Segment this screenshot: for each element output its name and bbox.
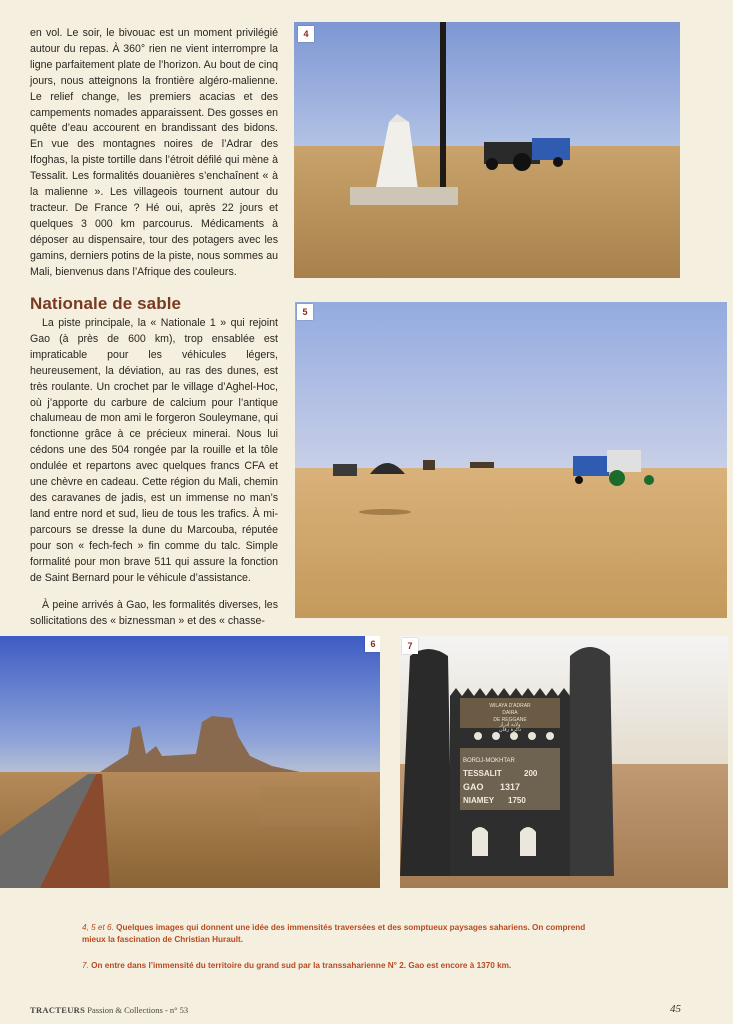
photo-4-border-post	[294, 22, 680, 278]
sign-row-2-distance: 200	[524, 769, 538, 778]
caption-numbers: 4, 5 et 6.	[82, 923, 114, 932]
article-paragraph: La piste principale, la « Nationale 1 » qui rejoint Gao (à près de 600 km), trop ensablée est impraticable pour les véhicules légers, heureusement, la déviation, au ras des dunes, est très roulante. Un crochet par le village d’Aghel-Hoc, où j’apporte du carbure de calcium pour l’antique chalumeau de mon ami le forgeron Souleymane, qui fonctionne grâce à ce précieux minerai. Nous lui cédons une des 504 rongée par la rouille et la tôle ondulée et repartons avec quelques francs CFA et une chèvre en cadeau. Cette région du Mali, chemin des caravanes de jadis, est un immense no man’s land entre nord et sud, lieu de tous les trafics. À mi-parcours se dresse la dune du Marcouba, réputée pour son « fech-fech » fin comme du talc. Simple formalité pour mon brave 511 qui assure la fonction de Saint Bernard pour le véhicule d’assistance.	[30, 317, 278, 584]
footer-publication	[30, 1005, 188, 1015]
section-heading: Nationale de sable	[30, 294, 182, 313]
caption-text: On entre dans l’immensité du territoire du grand sud par la transsaharienne N° 2. Gao est encore à 1370 km.	[91, 961, 512, 970]
sign-row-4-place: NIAMEY	[463, 796, 495, 805]
caption-photo-7	[82, 960, 602, 972]
sign-row-2-place: TESSALIT	[463, 769, 502, 778]
photo-4-image	[294, 22, 680, 278]
sign-row-3-place: GAO	[463, 782, 484, 792]
sign-line-2: DAIRA	[502, 710, 518, 716]
sign-arabic-2: دائرة رقان	[499, 727, 521, 733]
article-paragraph: en vol. Le soir, le bivouac est un moment privilégié autour du repas. À 360° rien ne vient interrompre la ligne parfaitement plate de l’horizon. Au bout de cinq jours, nous atteignons la frontière algéro-malienne. Le relief change, les premiers acacias et des campements nomades apparaissent. Des gosses en quête d’eau accourent en brandissant des bidons. En vue des montagnes noires de l’Adrar des Ifoghas, la piste tortille dans l’étroit défilé qui mène à Tessalit. Les formalités douanières s’enchaînent « à la malienne ». Les villageois tournent autour du tracteur. De France ? Hé oui, après 22 jours et quelques 3 000 km parcourus. Médicaments à déposer au dispensaire, tour des potagers avec les gamins, derniers potins de la piste, nous sommes au Mali, bienvenus dans l’Afrique des couleurs.	[30, 27, 278, 278]
caption-text: Quelques images qui donnent une idée des immensités traversées et des somptueux paysages sahariens. On comprend mieux la fascination de Christian Hurault.	[82, 923, 586, 944]
article-column-top	[30, 26, 278, 281]
sign-row-1-place: BORDJ-MOKHTAR	[463, 758, 515, 764]
sign-line-1: WILAYA D'ADRAR	[489, 703, 531, 709]
photo-number-badge: 4	[298, 26, 314, 42]
photo-7-road-sign	[400, 636, 728, 888]
photo-number-badge: 7	[402, 638, 418, 654]
photo-7-image	[400, 636, 728, 888]
photo-6-image	[0, 636, 380, 888]
photo-5-desert-tractor	[295, 302, 727, 618]
page-number: 45	[670, 1003, 681, 1015]
photo-number-badge: 6	[365, 636, 380, 652]
sign-arabic-1: ولاية أدرار	[499, 722, 521, 728]
sign-row-4-distance: 1750	[508, 796, 526, 805]
publication-name: TRACTEURS	[30, 1005, 86, 1015]
sign-line-3: DE REGGANE	[493, 717, 527, 723]
publication-subtitle: Passion & Collections - n° 53	[87, 1005, 189, 1015]
article-column-bottom	[30, 316, 278, 630]
photo-number-badge: 5	[297, 304, 313, 320]
sign-row-3-distance: 1317	[500, 782, 521, 792]
photo-5-image	[295, 302, 727, 618]
caption-photos-4-5-6	[82, 922, 602, 946]
caption-numbers: 7.	[82, 961, 89, 970]
photo-6-rock-landscape	[0, 636, 380, 888]
article-paragraph: À peine arrivés à Gao, les formalités diverses, les sollicitations des « biznessman » et des « chasse-	[30, 599, 278, 628]
